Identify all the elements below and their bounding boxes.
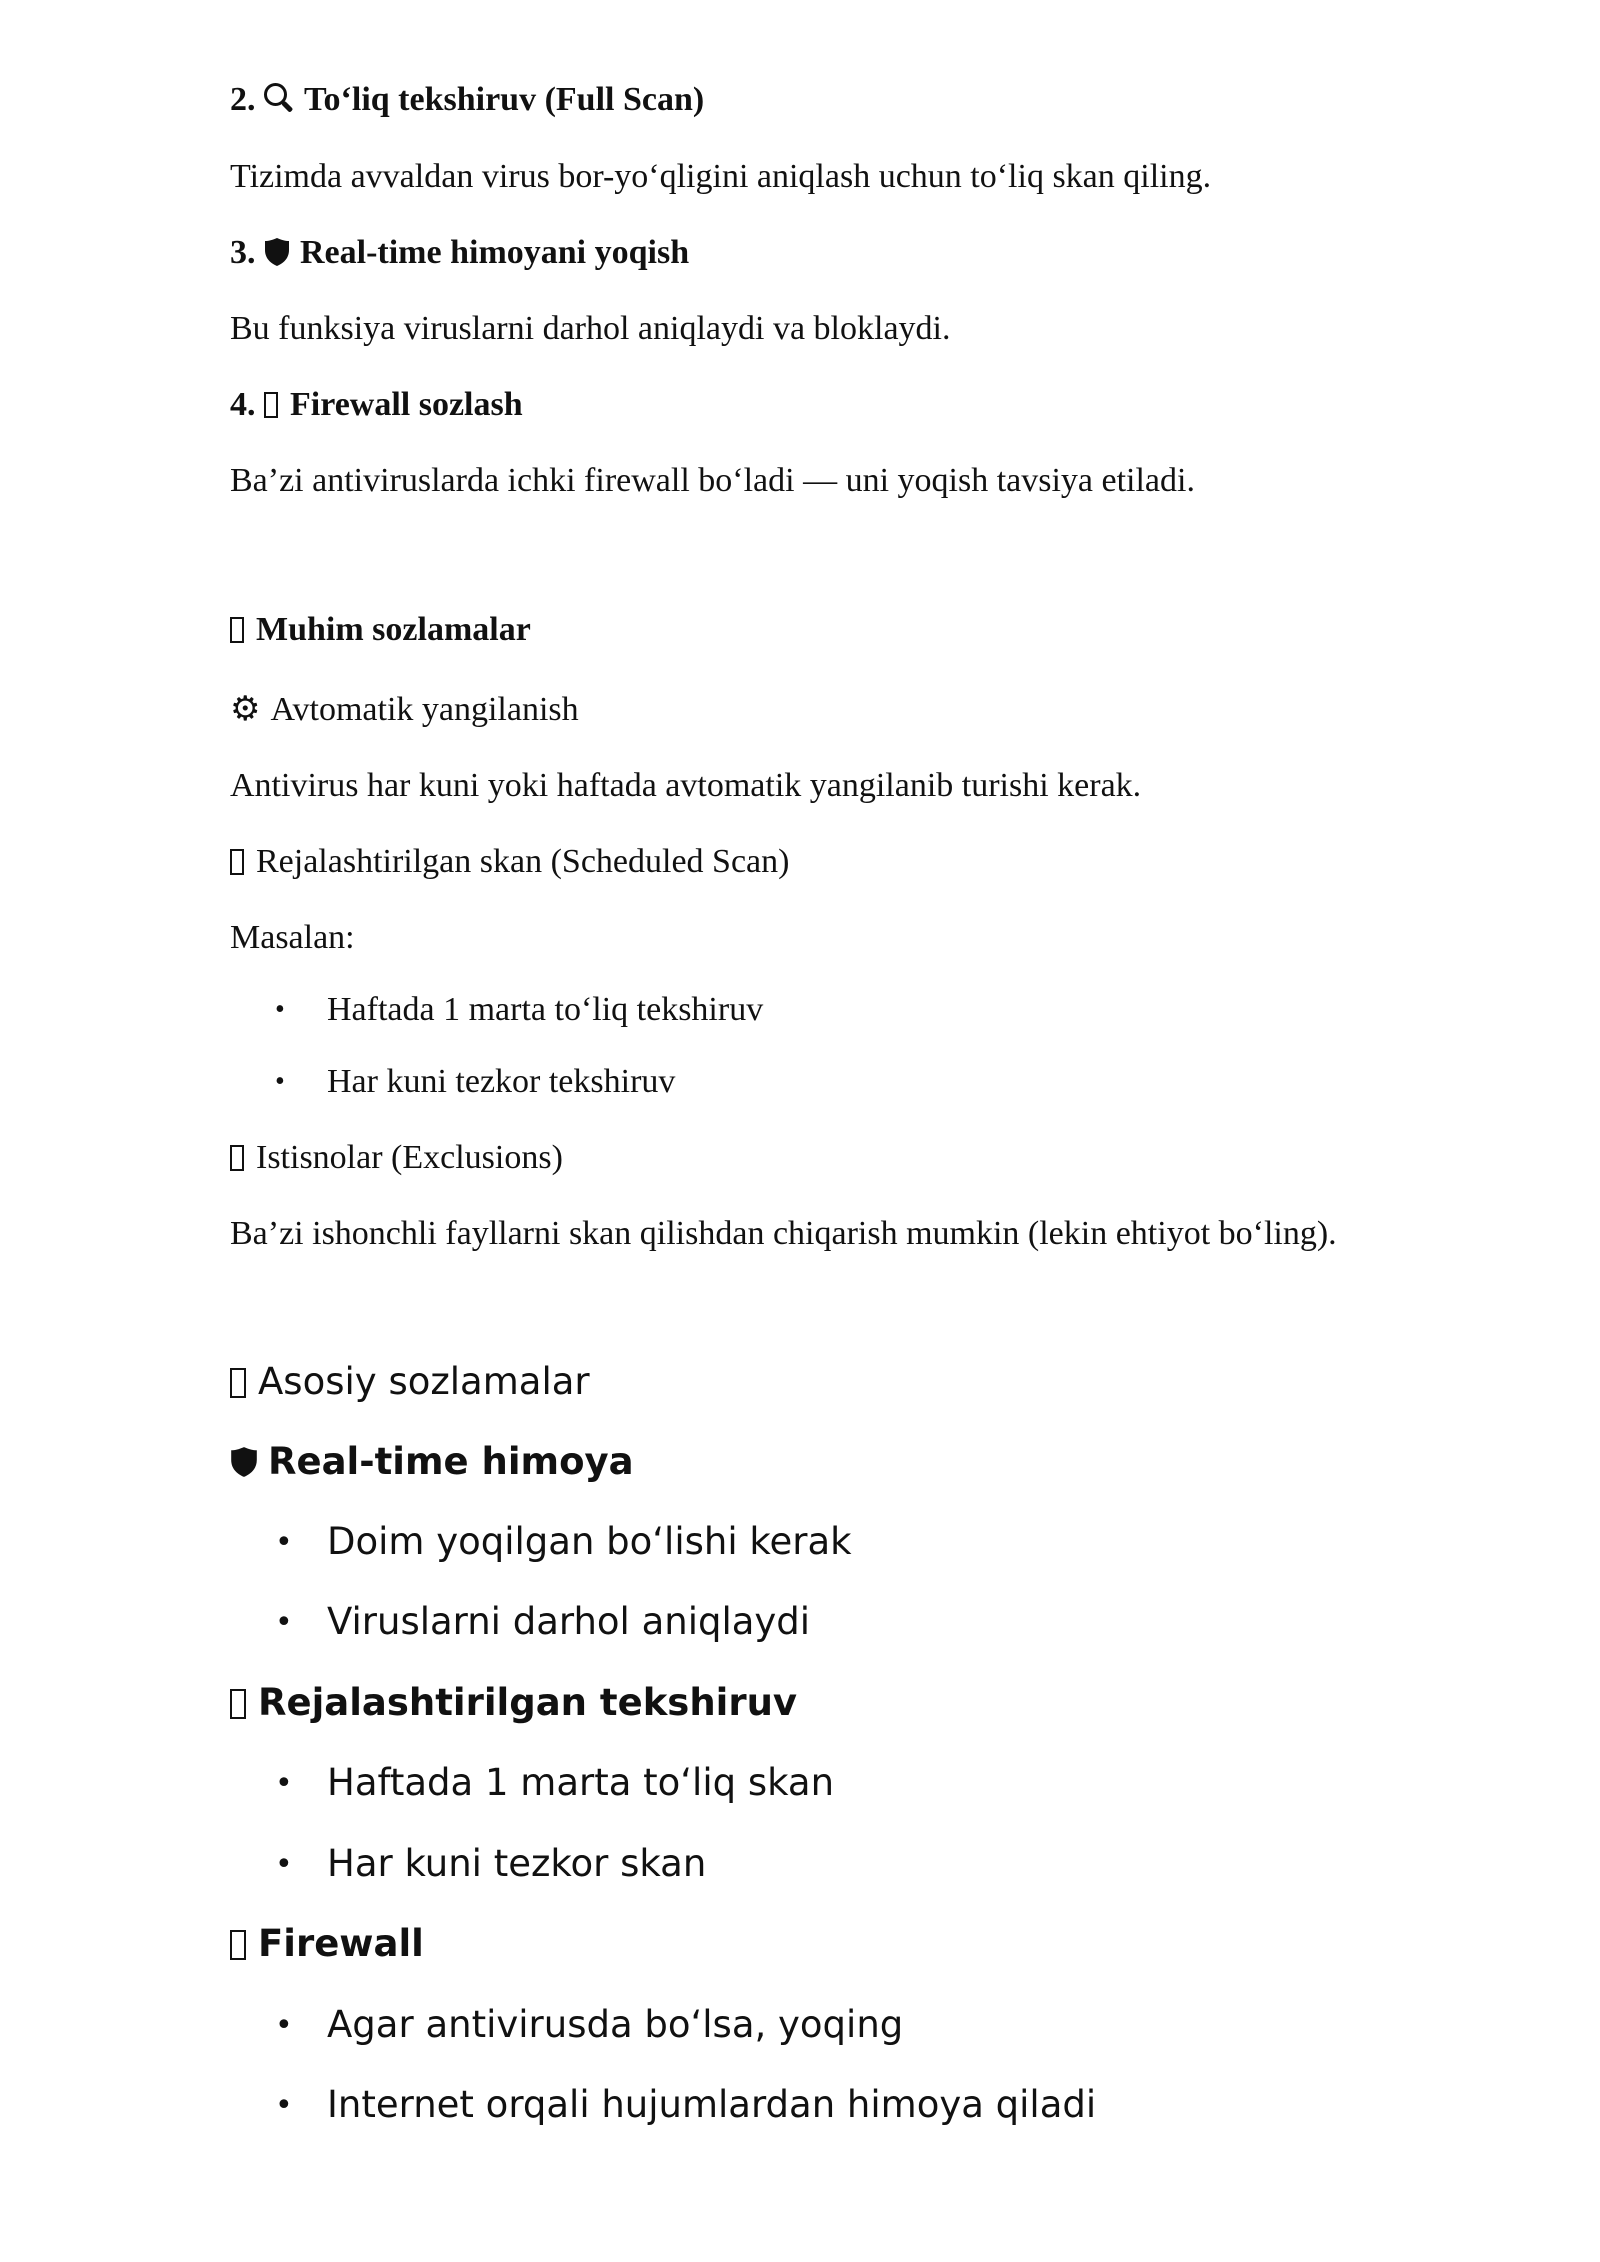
missing-glyph-icon: [230, 617, 244, 643]
paragraph: Ba’zi antiviruslarda ichki firewall bo‘ladi — uni yoqish tavsiya etiladi.: [230, 462, 1195, 499]
list-item: [275, 2003, 903, 2047]
paragraph: Bu funksiya viruslarni darhol aniqlaydi va bloklaydi.: [230, 310, 951, 347]
subheading-text: Firewall: [258, 1922, 424, 1965]
gear-icon: ⚙: [230, 691, 261, 728]
subheading-text: Avtomatik yangilanish: [270, 691, 579, 728]
subheading-text: Istisnolar (Exclusions): [256, 1139, 563, 1176]
section-title: Firewall sozlash: [290, 386, 523, 423]
heading-text: Asosiy sozlamalar: [258, 1360, 590, 1403]
section-number: 2.: [230, 81, 256, 118]
subheading-realtime-protection: [230, 1440, 634, 1484]
heading-basic-settings: [230, 1360, 590, 1404]
bullet: •: [275, 1847, 293, 1882]
bullet: •: [275, 1066, 285, 1097]
subheading-text: Real-time himoya: [268, 1440, 634, 1483]
bullet: •: [275, 1525, 293, 1560]
magnifier-icon: [264, 83, 294, 113]
list-item-text: Har kuni tezkor skan: [327, 1842, 707, 1885]
subheading-firewall: [230, 1922, 424, 1966]
list-item: [275, 990, 763, 1031]
paragraph: Tizimda avvaldan virus bor-yo‘qligini aniqlash uchun to‘liq skan qiling.: [230, 158, 1212, 195]
list-item: [275, 1600, 810, 1644]
section-number: 3.: [230, 234, 256, 271]
missing-glyph-icon: [230, 1368, 246, 1398]
heading-important-settings: [230, 610, 531, 651]
list-item-text: Haftada 1 marta toʻliq skan: [327, 1761, 835, 1804]
section-number: 4.: [230, 386, 256, 423]
shield-icon: [264, 237, 290, 267]
bullet: •: [275, 1766, 293, 1801]
missing-glyph-icon: [230, 1930, 246, 1960]
subheading-scheduled-scan: [230, 842, 789, 883]
missing-glyph-icon: [230, 1689, 246, 1719]
missing-glyph-icon: [230, 1145, 244, 1171]
bullet: •: [275, 994, 285, 1025]
list-item: [275, 1520, 852, 1564]
bullet: •: [275, 1605, 293, 1640]
section-heading-full-scan: [230, 80, 704, 121]
paragraph: Masalan:: [230, 919, 355, 956]
missing-glyph-icon: [230, 849, 244, 875]
subheading-auto-update: [230, 690, 579, 731]
list-item: [275, 2083, 1096, 2127]
bullet: •: [275, 2088, 293, 2123]
list-item-text: Doim yoqilgan boʻlishi kerak: [327, 1520, 852, 1563]
section-title: Real-time himoyani yoqish: [300, 234, 690, 271]
shield-icon: [230, 1446, 258, 1478]
bullet: •: [275, 2008, 293, 2043]
list-item-text: Agar antivirusda boʻlsa, yoqing: [327, 2003, 904, 2046]
list-item: [275, 1062, 675, 1103]
list-item-text: Haftada 1 marta to‘liq tekshiruv: [327, 991, 764, 1028]
section-title: To‘liq tekshiruv (Full Scan): [304, 81, 705, 118]
list-item-text: Har kuni tezkor tekshiruv: [327, 1063, 676, 1100]
list-item: [275, 1761, 834, 1805]
subheading-scheduled-check: [230, 1681, 797, 1725]
paragraph: Antivirus har kuni yoki haftada avtomatik yangilanib turishi kerak.: [230, 767, 1142, 804]
subheading-text: Rejalashtirilgan tekshiruv: [258, 1681, 798, 1724]
list-item-text: Internet orqali hujumlardan himoya qiladi: [327, 2083, 1097, 2126]
heading-text: Muhim sozlamalar: [256, 611, 531, 648]
list-item: [275, 1842, 706, 1886]
missing-glyph-icon: [264, 392, 278, 418]
subheading-exclusions: [230, 1138, 563, 1179]
subheading-text: Rejalashtirilgan skan (Scheduled Scan): [256, 843, 790, 880]
list-item-text: Viruslarni darhol aniqlaydi: [327, 1600, 811, 1643]
section-heading-firewall: [230, 385, 523, 426]
section-heading-realtime: [230, 233, 689, 274]
paragraph: Ba’zi ishonchli fayllarni skan qilishdan chiqarish mumkin (lekin ehtiyot bo‘ling).: [230, 1215, 1337, 1252]
